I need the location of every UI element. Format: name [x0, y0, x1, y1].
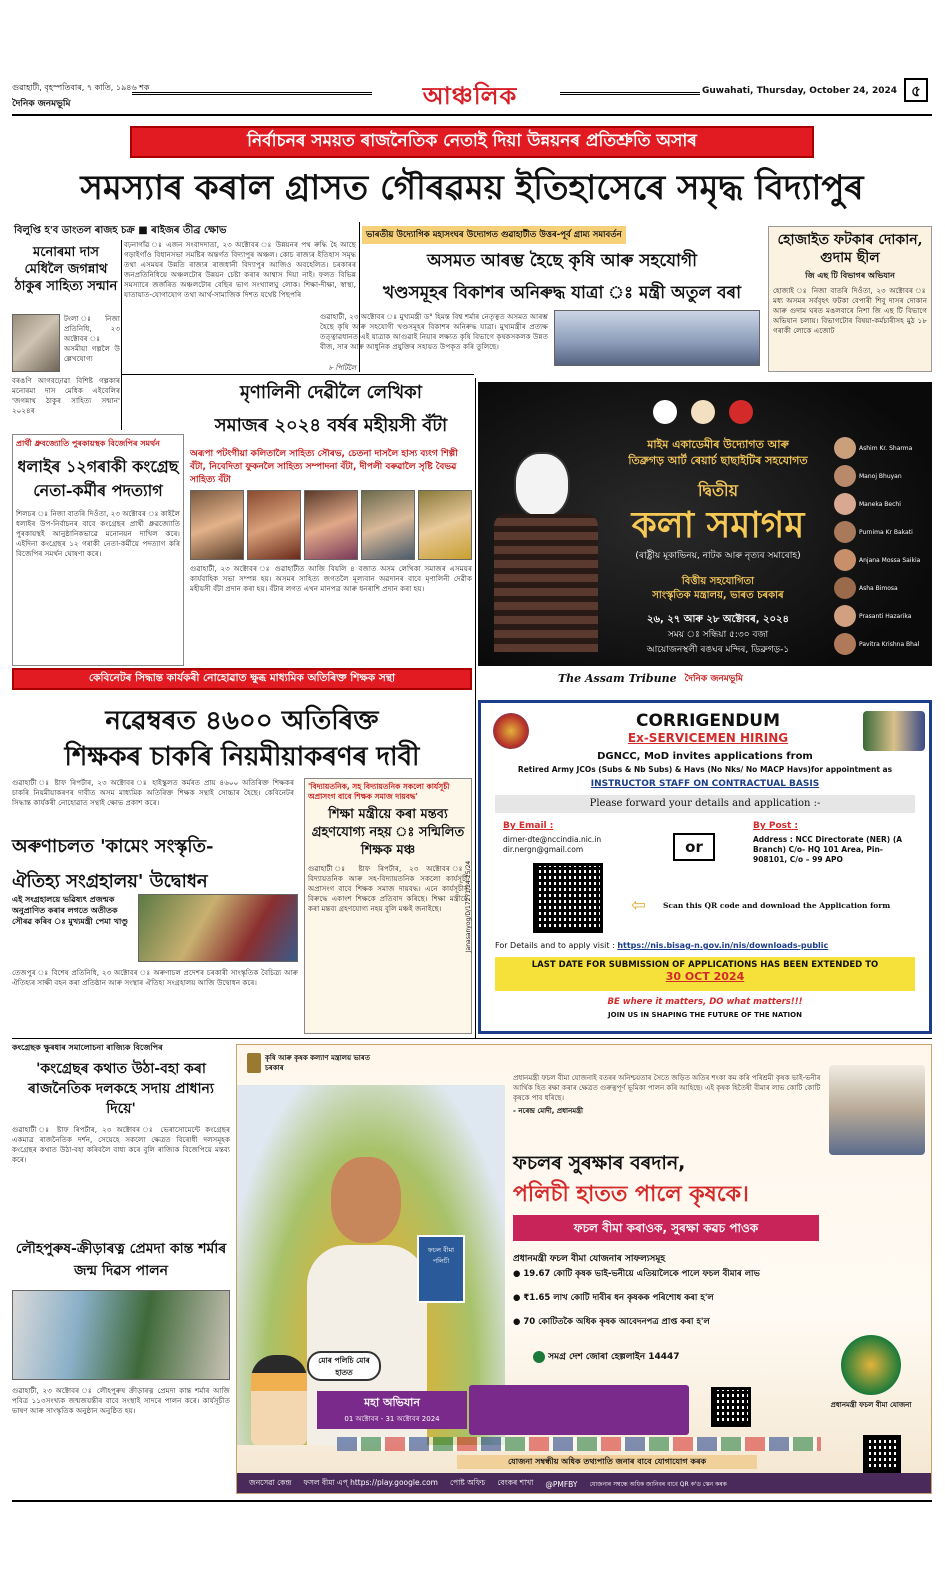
- ministry-text: কৃষি আৰু কৃষক কল্যাণ মন্ত্ৰালয় ভাৰত চৰকাৰ: [265, 1054, 370, 1072]
- pmfby-qr-left[interactable]: [711, 1387, 751, 1427]
- footer-csc: জনসেৱা কেন্দ্ৰ: [249, 1478, 292, 1487]
- corrigendum-title: CORRIGENDUM: [635, 711, 781, 731]
- scan-text: Scan this QR code and download the Application form: [663, 901, 891, 910]
- lead-kicker: বিলুপ্তি হ'ব ডাংতল ৰাজহ চক্ৰ ■ ৰাইজৰ তীব্ৰ ক্ষোভ: [14, 225, 227, 236]
- premada-story: [12, 1238, 230, 1488]
- emblem-icon: [729, 400, 753, 424]
- lead-headline: সমস্যাৰ কৰাল গ্ৰাসত গৌৰৱময় ইতিহাসেৰে সমৃদ্ধ বিদ্যাপুৰ: [80, 168, 864, 208]
- kameng-photo: [138, 894, 298, 962]
- details-line: [495, 941, 828, 950]
- speech-bubble: মোৰ পলিচি মোৰ হাতত: [307, 1351, 381, 1381]
- guest-photo: [834, 605, 856, 627]
- edu-headline: শিক্ষা মন্ত্ৰীয়ে কৰা মন্তব্য গ্ৰহণযোগ্য নহয় ঃ সন্মিলিত শিক্ষক মঞ্চ: [311, 807, 465, 858]
- guest-photo: [834, 633, 856, 655]
- page-number: ৫: [904, 78, 928, 102]
- deadline-box: [495, 957, 915, 991]
- last-date-text: LAST DATE FOR SUBMISSION OF APPLICATIONS HAS BEEN EXTENDED TO: [531, 960, 879, 970]
- awardee-photo: [247, 490, 301, 560]
- details-label: For Details and to apply visit :: [495, 941, 615, 950]
- campaign-box: মহা অভিযান 01 অক্টোবৰ - 31 অক্টোবৰ 2024: [317, 1391, 467, 1429]
- masthead: [12, 78, 932, 120]
- kala-support: বিত্তীয় সহযোগিতা: [681, 576, 755, 587]
- kala-ordinal: দ্বিতীয়: [697, 481, 739, 500]
- deadline-date: 30 OCT 2024: [665, 970, 745, 983]
- section-rule: [122, 374, 474, 375]
- guest-item: Asha Bimosa: [834, 574, 930, 602]
- premada-headline: লৌহপুৰুষ-ক্ৰীড়াৰত্ন প্ৰেমদা কান্ত শৰ্মাৰ জন্ম দিৱস পালন: [15, 1241, 227, 1279]
- dhalai-kicker: প্ৰাৰ্থী ধ্ৰুবজ্যোতি পুৰকায়স্থক বিজেপিৰ সমৰ্থন: [16, 439, 160, 448]
- kala-subtitle: (ৰাষ্ট্ৰীয় মূকাভিনয়, নাটক আৰু নৃত্যৰ সমাৰোহ): [635, 551, 801, 561]
- kameng-headline-1: অৰুণাচলত 'কামেং সংস্কৃতি-: [12, 836, 214, 857]
- corrigendum-join: JOIN US IN SHAPING THE FUTURE OF THE NATION: [608, 1011, 802, 1019]
- mime-figure: [490, 452, 602, 652]
- corrigendum-ad: [465, 700, 932, 1034]
- corrigendum-line3: INSTRUCTOR STAFF ON CONTRACTUAL BASIS: [590, 779, 820, 789]
- pmfby-qr-right[interactable]: [863, 1435, 901, 1473]
- pmfby-band: ফচল বীমা কৰাওক, সুৰক্ষা কৱচ পাওক: [513, 1215, 819, 1241]
- hojai-kicker: জি এছ টি বিভাগৰ অভিযান: [805, 271, 895, 280]
- policy-book: ফচল বীমা পলিচী: [417, 1235, 465, 1303]
- kameng-headline-2: ঐতিহ্য সংগ্ৰহালয়' উদ্বোধন: [12, 871, 208, 892]
- arrow-left-icon: ⇦: [631, 895, 647, 916]
- post-label: By Post :: [753, 821, 799, 831]
- ad-emblems: [628, 400, 778, 428]
- footer-post: পোষ্ট অফিচ: [449, 1478, 486, 1487]
- pm-portrait: [829, 1065, 925, 1155]
- guest-photo: [834, 437, 856, 459]
- lead-body: বঢ়নাগাঁৱ ঃ এজন সংবাদদাতা, ২৩ অক্টোবৰ ঃ উন্নয়নৰ পথ ৰুদ্ধি হৈ আছে গড়াইগাঁও বিধানসভা সমষ্টিৰ অন্তৰ্গত বিদ্যাপুৰ অঞ্চল। কোচ ৰাজ্যৰ ইতিহাস সমৃদ্ধ তথা এসময়ৰ উন্নতি ৰাজ্যৰ ৰাজধানী বিদ্যাপুৰ আজিও অবহেলিত। চৰকাৰৰ জনপ্ৰতিনিধিয়ে অঞ্চলটোৰ উন্নয়ন চেষ্টা কৰাৰ আশ্বাস দিয়া নাই। ফলত বিভিন্ন সমস্যাৰে জৰ্জৰিত অঞ্চলটোৰ বেছিৰ ভাগ সংখ্যালঘু লোক। শিক্ষা-দীক্ষা, স্বাস্থ্য, যাতায়াত-যোগাযোগ তথা আৰ্থ-সামাজিক দিশত যথেষ্ট পিছপৰি ৮ পিটিলৈ: [124, 240, 356, 372]
- masthead-rule-left: [132, 92, 372, 95]
- footer-social[interactable]: @PMFBY: [545, 1479, 578, 1489]
- guest-item: Maneka Bechi: [834, 490, 930, 518]
- edu-story: [304, 778, 472, 1034]
- mrinalini-headline-1: মৃণালিনী দেৱীলৈ লেখিকা: [240, 382, 422, 403]
- emblem-icon: [691, 400, 715, 424]
- corrigendum-subtitle: Ex-SERVICEMEN HIRING: [627, 731, 789, 745]
- pmfby-headline-2: পলিচী হাতত পালে কৃষকে।: [513, 1182, 749, 1207]
- guest-item: Ashim Kr. Sharma: [834, 434, 930, 462]
- masthead-underline: [12, 114, 932, 116]
- hojai-story: [768, 226, 932, 372]
- achievements-title: প্ৰধানমন্ত্ৰী ফচল বীমা যোজনাৰ সাফল্যসমূহ: [513, 1254, 666, 1264]
- mime-body: [494, 514, 598, 652]
- janambhumi-logo: দৈনিক জনমভূমি: [684, 673, 744, 684]
- pmfby-logo-icon: [841, 1335, 901, 1395]
- partner-logos: [337, 1437, 821, 1451]
- guest-item: Anjana Mossa Saikia: [834, 546, 930, 574]
- top-banner: নিৰ্বাচনৰ সময়ত ৰাজনৈতিক নেতাই দিয়া উন্নয়নৰ প্ৰতিশ্ৰুতি অসাৰ: [130, 126, 814, 158]
- achievement-item: ● 19.67 কোটি কৃষক ভাই-ভনীয়ে এতিয়ালৈকে পালে ফচল বীমাৰ লাভ: [513, 1269, 760, 1279]
- or-box: or: [673, 833, 715, 861]
- achievement-item: ● ₹1.65 লাখ কোটি দাবীৰ ধন কৃষকক পৰিশোধ কৰা হ'ল: [513, 1293, 714, 1303]
- manorama-photo: [12, 314, 60, 372]
- agri-body: গুৱাহাটী, ২৩ অক্টোবৰ ঃ মুখ্যমন্ত্ৰী ড° হিমন্ত বিশ্ব শৰ্মাৰ নেতৃত্বত অসমত আৰম্ভ হৈছে কৃষি আৰু সহযোগী খণ্ডসমূহৰ বিকাশৰ অনিৰুদ্ধ যাত্ৰা। মুখ্যমন্ত্ৰীৰ প্ৰত্যক্ষ তত্ত্বাৱধানত এই যাত্ৰাক আগুৱাই নিয়াৰ লক্ষ্যত কৃষি বিভাগে কৃষকসকলক উন্নত বীজ, সাৰ আৰু আধুনিক প্ৰযুক্তিৰ সহায়ত উপকৃত কৰি তুলিছে।: [320, 312, 548, 351]
- agri-headline-2: খণ্ডসমূহৰ বিকাশৰ অনিৰুদ্ধ যাত্ৰা ঃ মন্ত্ৰী অতুল বৰা: [382, 283, 742, 303]
- mrinalini-headline-2: সমাজৰ ২০২৪ বৰ্ষৰ মহীয়সী বঁটা: [214, 415, 448, 436]
- email-2: dir.nergn@gmail.com: [503, 845, 584, 854]
- mrinalini-kicker: অৰূপা পটংগীয়া কলিতালৈ সাহিত্য সৌৰভ, চেতনা দাসলৈ হাস্য ব্যংগ শিল্পী বঁটা, নিবেদিতা ফুকনলৈ সাহিত্য সম্পাদনা বঁটা, দীপলী বৰুৱালৈ সৃষ্টি বৈভৱ সাহিত্য বঁটা: [190, 449, 458, 485]
- manorama-side: টংলা ঃ নিজা প্ৰতিনিধি, ২৩ অক্টোবৰ ঃ অসমীয়া গল্পলৈ উ ল্লেখযোগ্য: [64, 314, 120, 363]
- mrinalini-body: গুৱাহাটী, ২৩ অক্টোবৰ ঃ গুৱাহাটীত আজি বিয়লি ৪ বজাত অসম লেখিকা সমাজৰ এসময়ৰ কাৰ্যবাহিক সভা সম্পন্ন হয়। অসমৰ সাহিত্য জগতলৈ মূল্যবান অৱদানৰ বাবে মৃণালিনী দেৱীক মহীয়সী বঁটা প্ৰদান কৰা হয়। বঁটাৰ লগত এখন মানপত্ৰ আৰু ধনৰাশি প্ৰদান কৰা হয়।: [190, 564, 472, 593]
- kala-dates: ২৬, ২৭ আৰু ২৮ অক্টোবৰ, ২০২৪: [646, 614, 789, 625]
- agri-headline-1: অসমত আৰম্ভ হৈছে কৃষি আৰু সহযোগী: [426, 251, 697, 271]
- guest-photo: [834, 493, 856, 515]
- awardee-photo: [190, 490, 244, 560]
- masthead-right-date: Guwahati, Thursday, October 24, 2024: [702, 86, 898, 96]
- masthead-left-paper: দৈনিক জনমভূমি: [12, 99, 71, 109]
- achievement-item: ● 70 কোটিতকৈ অধিক কৃষক আবেদনপত্ৰ প্ৰাপ্ত কৰা হ'ল: [513, 1317, 710, 1327]
- manorama-headline: মনোৰমা দাস মেধিলৈ জগন্নাথ ঠাকুৰ সাহিত্য সন্মান: [14, 245, 118, 294]
- pmfby-bottom-note: যোজনা সম্বন্ধীয় অধিক তথ্যপাতি জনাৰ বাবে যোগাযোগ কৰক: [457, 1455, 757, 1469]
- kameng-body: তেজপুৰ ঃ বিশেষ প্ৰতিনিধি, ২৩ অক্টোবৰ ঃ অৰুণাচল প্ৰদেশৰ চৰকাৰী সাংস্কৃতিক বৈচিত্ৰ্য আৰু ঐতিহ্যৰ সাক্ষী বহন কৰা প্ৰতিষ্ঠান আৰু সংস্থাৰ ঐতিহ্য সংগ্ৰহালয় আজি উদ্বোধন কৰে।: [12, 968, 298, 987]
- kala-title: কলা সমাগম: [631, 504, 805, 546]
- premada-photo: [12, 1290, 230, 1380]
- congress-story: [12, 1042, 230, 1232]
- info-purple-box: [469, 1385, 689, 1435]
- guest-photo: [834, 465, 856, 487]
- premada-body: গুৱাহাটী, ২৩ অক্টোবৰ ঃ লৌহপুৰুষ ক্ৰীড়াৰত্ন প্ৰেমদা কান্ত শৰ্মাৰ আজি পবিত্ৰ ১১৩সংখ্যক জন্মজয়ন্তীৰ বাবে সংস্থাই সাদৰে পালন কৰে। কাৰ্যসূচীত ভাষণ আৰু সাংস্কৃতিক অনুষ্ঠান অনুষ্ঠিত হয়।: [12, 1386, 230, 1415]
- application-url[interactable]: https://nis.bisag-n.gov.in/nis/downloads-public: [617, 941, 829, 950]
- footer-qr-note: যোজনাৰ সম্বন্ধে অধিক জানিবৰ বাবে QR ক'ড স্কেন কৰক: [589, 1480, 727, 1488]
- continued-marker: ৮ পিটিলৈ: [328, 364, 356, 372]
- congress-body: গুৱাহাটী ঃ ষ্টাফ ৰিপৰ্টাৰ, ২৩ অক্টোবৰ ঃ ভেৰাসোমেন্টে কংগ্ৰেছৰ একমাত্ৰ ৰাজনৈতিক দৰ্শন, সেয়েহে সকলো ক্ষেত্ৰত বিৰোধী দলসমূহক কংগ্ৰেছৰ কথাত উঠা-বহা কৰিবলৈ বাধ্য কৰে বুলি ৰাজ্যিক বিজেপিয়ে মন্তব্য কৰে।: [12, 1125, 230, 1164]
- congress-headline: 'কংগ্ৰেছৰ কথাত উঠা-বহা কৰা ৰাজনৈতিক দলকহে সদায় প্ৰাধান্য দিয়ে': [28, 1061, 214, 1117]
- agri-kicker: ভাৰতীয় উদ্যোগিক মহাসংঘৰ উদ্যোগত গুৱাহাটীত উত্তৰ-পূৰ্ব গ্ৰাম্য সমাবৰ্তন: [362, 226, 626, 244]
- guest-item: Purnima Kr Bakati: [834, 518, 930, 546]
- hojai-body: হোজাই ঃ নিজা বাতৰি দিওঁতা, ২৩ অক্টোবৰ ঃ মধ্য অসমৰ সৰ্ববৃহৎ ফটকা বেপাৰী শিবু দাসৰ দোকান আৰু গুদাম ঘৰত মঙলবাৰে নিশা জি এছ টি বিভাগে অভিযান চলায়। বিভাগটোৰ বিষয়া-কৰ্মচাৰীসহ মুঠ ১৮ গৰাকী লোকে এজোট: [773, 286, 927, 335]
- pmfby-logo: প্ৰধানমন্ত্ৰী ফচল বীমা যোজনা: [821, 1335, 921, 1445]
- awardee-photo: [361, 490, 415, 560]
- mascot: [251, 1355, 307, 1445]
- guest-item: Prasanti Hazarika: [834, 602, 930, 630]
- guest-photo: [834, 549, 856, 571]
- mime-face: [514, 452, 570, 518]
- section-rule: [12, 1038, 932, 1039]
- cadets-image: [863, 711, 925, 751]
- guest-photo: [834, 521, 856, 543]
- kala-samagam-ad: [478, 382, 932, 690]
- pmfby-footer: [237, 1473, 932, 1494]
- assam-tribune-logo: The Assam Tribune: [558, 671, 677, 685]
- kala-time: সময় ঃ সন্ধিয়া ৫:৩০ বজা: [667, 630, 769, 640]
- corrigendum-line1: DGNCC, MoD invites applications from: [597, 751, 813, 762]
- kala-venue: আয়োজনস্থলী ৰঙঘৰ মন্দিৰ, ডিব্ৰুগড়-১: [646, 645, 790, 655]
- kameng-side: এই সংগ্ৰহালয়ে ভৱিষ্যৎ প্ৰজন্মক অনুপ্ৰাণিত কৰাৰ লগতে অতীতক সৌৰৱ কৰিব ঃ মুখ্যমন্ত্ৰী পেমা খাণ্ডু: [12, 895, 129, 926]
- guest-item: Pavitra Krishna Bhal: [834, 630, 930, 658]
- masthead-left-date: গুৱাহাটী, বৃহস্পতিবাৰ, ৭ কাতি, ১৯৪৬ শক: [12, 83, 150, 92]
- forward-bar: Please forward your details and application :-: [495, 795, 915, 813]
- teacher-red-bar: কেবিনেটৰ সিদ্ধান্ত কাৰ্যকৰী নোহোৱাত ক্ষুব্ধ মাধ্যমিক অতিৰিক্ত শিক্ষক সন্থা: [12, 668, 472, 690]
- column-rule: [475, 378, 476, 1038]
- footer-bank: বেংকৰ শাখা: [497, 1478, 534, 1487]
- congress-kicker: কংগ্ৰেছক ক্ষুৰধাৰ সমালোচনা ৰাজ্যিক বিজেপিৰ: [12, 1043, 163, 1052]
- application-qr-code[interactable]: [533, 863, 603, 933]
- column-rule: [121, 240, 122, 430]
- section-title: আঞ্চলিক: [422, 82, 518, 110]
- dhalai-headline: ধলাইৰ ১২গৰাকী কংগ্ৰেছ নেতা-কৰ্মীৰ পদত্যাগ: [17, 457, 179, 500]
- pmfby-headline-1: ফচলৰ সুৰক্ষাৰ বৰদান,: [513, 1152, 686, 1174]
- teacher-headline-1: নৱেম্বৰত ৪৬০০ অতিৰিক্ত: [105, 706, 379, 736]
- page-bottom-rule: [12, 1500, 932, 1502]
- post-address: Address : NCC Directorate (NER) (A Branch) C/o- HQ 101 Area, Pin-908101, C/o – 99 APO: [753, 835, 903, 864]
- ministry-emblem: [247, 1053, 261, 1073]
- guest-list: [834, 434, 930, 662]
- awardee-photo: [418, 490, 472, 560]
- pmfby-ad: [236, 1044, 932, 1494]
- helpline: সমগ্ৰ দেশ জোৰা হেল্পলাইন 14447: [533, 1349, 680, 1364]
- edu-body: গুৱাহাটী ঃ ষ্টাফ ৰিপৰ্টাৰ, ২৩ অক্টোবৰ ঃ বিদ্যায়তনিক আৰু সহ-বিদ্যায়তনিক সকলো কাৰ্যসূচী অপ্ৰাসংগ বাবে শিক্ষক সমাজ দায়বদ্ধ। এনে কাৰ্যসূচীৰ বিৰুদ্ধে একাংশ শিক্ষকে প্ৰতিবাদ কৰিছে। শিক্ষা মন্ত্ৰীয়ে কৰা মন্তব্য গ্ৰহণযোগ্য নহয় বুলি মঞ্চই জনাইছে।: [308, 864, 468, 913]
- ncc-logo: [493, 713, 529, 749]
- kameng-story: [12, 832, 298, 1034]
- agri-photo: [554, 310, 760, 366]
- edu-kicker: 'বিদ্যায়তনিক, সহ বিদ্যায়তনিক সকলো কাৰ্যসূচী অপ্ৰাসংগ বাবে শিক্ষক সমাজ দায়বদ্ধ': [308, 782, 450, 801]
- email-1: dirner-dte@nccindia.nic.in: [503, 835, 602, 844]
- teacher-body: গুৱাহাটী ঃ ষ্টাফ ৰিপৰ্টাৰ, ২৩ অক্টোবৰ ঃ হাইস্কুলত কৰ্মৰত প্ৰায় ৪৬০০ অতিৰিক্ত শিক্ষকৰ চাকৰি নিয়মীয়াকৰণৰ দাবীত অসম মাধ্যমিক অতিৰিক্ত শিক্ষক সন্থাই সোচ্চাৰ হৈছে। কেবিনেটৰ সিদ্ধান্ত কাৰ্যকৰী নোহোৱাত সন্থাই ক্ষোভ প্ৰকাশ কৰে।: [12, 778, 294, 807]
- quote-author: - নৰেন্দ্ৰ মোদী, প্ৰধানমন্ত্ৰী: [513, 1107, 584, 1115]
- corrigendum-motto: BE where it matters, DO what matters!!!: [607, 997, 803, 1007]
- manorama-body: বৰঙণি আগবঢ়োৱা বিশিষ্ট গল্পকাৰ মনোৰমা দাস মেধিক এইবেলিৰ 'জগন্নাথ ঠাকুৰ সাহিত্য সন্মান' ২০২৪ৰ: [12, 376, 120, 415]
- emblem-icon: [653, 400, 677, 424]
- masthead-rule-right: [560, 92, 700, 95]
- janasanyog-code: Janasanyog/D/17271/24-25/24: [465, 860, 473, 953]
- footer-app[interactable]: ফসল বীমা এপ্ https://play.google.com: [303, 1478, 438, 1487]
- dhalai-story: [12, 434, 184, 666]
- email-label: By Email :: [503, 821, 554, 831]
- achievement-list: [513, 1267, 843, 1329]
- phone-icon: [533, 1351, 545, 1363]
- farmer-face: [331, 1157, 401, 1243]
- hojai-headline: হোজাইত ফটকাৰ দোকান, গুদাম ছীল: [777, 232, 923, 266]
- manorama-story: [12, 244, 120, 430]
- kala-top-line-2: তিব্ৰুগড় আৰ্ট ৰেয়াৰ্চ ছাছাইটিৰ সহযোগত: [628, 454, 808, 467]
- mrinalini-story: [190, 378, 472, 668]
- sponsor-strip: [478, 666, 932, 690]
- guest-item: Manoj Bhuyan: [834, 462, 930, 490]
- guest-photo: [834, 577, 856, 599]
- corrigendum-line2: Retired Army JCOs (Subs & Nb Subs) & Havs (No Nks/ No MACP Havs)for appointment as: [517, 765, 893, 774]
- awardee-photos: [190, 490, 472, 560]
- kala-top-line-1: মাইম একাডেমীৰ উদ্যোগত আৰু: [647, 438, 789, 451]
- pm-quote: প্ৰধানমন্ত্ৰী ফচল বীমা যোজনাই বতৰৰ অনিশ্চয়তাৰ সৈতে জড়িত অতিৰ শংকা কম কৰি পৰিশ্ৰমী কৃষক ভাই-ভনীৰ আৰ্থিক হিত ৰক্ষা কৰাৰ ক্ষেত্ৰত গুৰুত্বপূৰ্ণ ভূমিকা পালন কৰি আহিছে। এই কৃষক হিতৈষী বীমাৰ লাভ কোটি কোটি কৃষকে পাব ধৰিছে। - নৰেন্দ্ৰ মোদী, প্ৰধানমন্ত্ৰী: [513, 1073, 823, 1117]
- dhalai-body: শিলচৰ ঃ নিজা বাতৰি দিওঁতা, ২৩ অক্টোবৰ ঃ কাইলৈ ধলাইৰ উপ-নিৰ্বাচনৰ বাবে কংগ্ৰেছৰ প্ৰাৰ্থী ধ্ৰুৱজ্যোতি পুৰকায়স্থই আনুষ্ঠানিকভাৱে মনোনয়ন দাখিল কৰে। এইদিনা কংগ্ৰেছৰ ১২ গৰাকী নেতা-কৰ্মীয়ে পদত্যাগ কৰি বিজেপিৰ সমৰ্থন ঘোষণা কৰে।: [16, 509, 180, 558]
- awardee-photo: [304, 490, 358, 560]
- teacher-headline-2: শিক্ষকৰ চাকৰি নিয়মীয়াকৰণৰ দাবী: [64, 742, 420, 772]
- kala-support-2: সাংস্কৃতিক মন্ত্ৰালয়, ভাৰত চৰকাৰ: [652, 590, 784, 601]
